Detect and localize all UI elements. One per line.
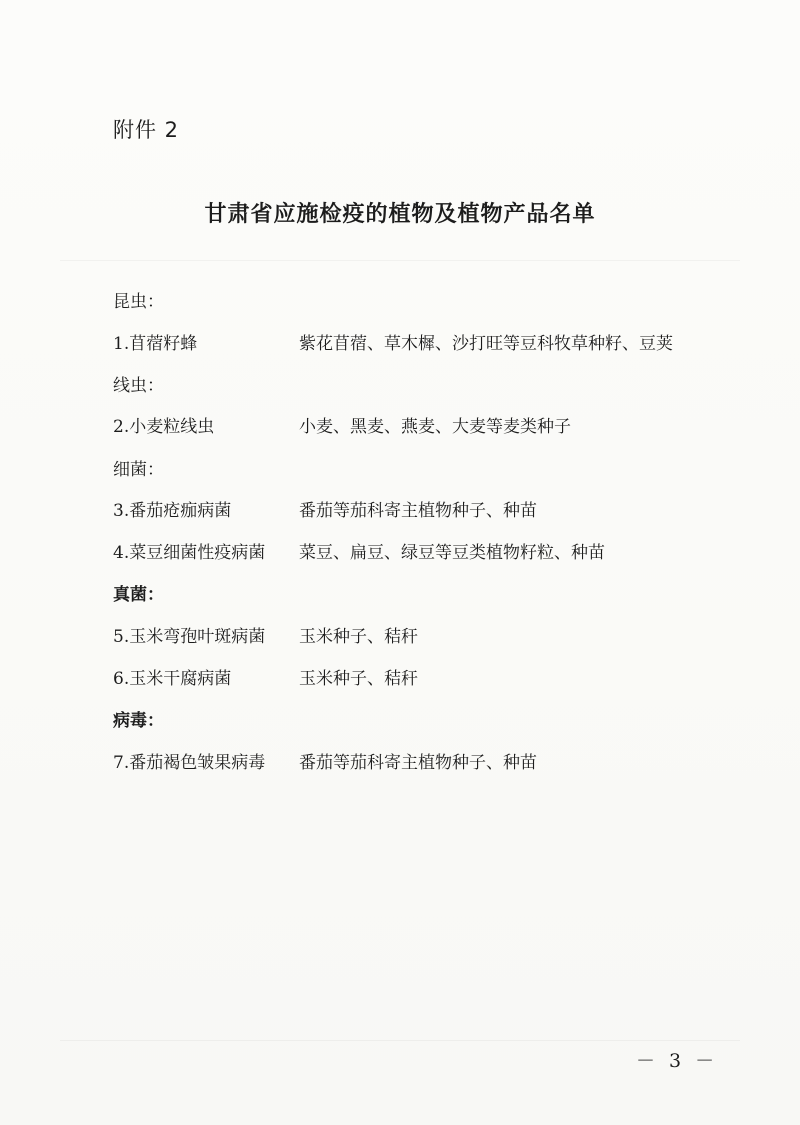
host-description: 番茄等茄科寄主植物种子、种苗	[299, 501, 537, 521]
host-description: 小麦、黑麦、燕麦、大麦等麦类种子	[299, 417, 571, 437]
list-item	[113, 664, 418, 689]
scan-artifact-line	[60, 260, 740, 261]
list-item	[113, 748, 537, 773]
pest-name: 6.玉米干腐病菌	[113, 669, 232, 689]
section-heading-fungi: 真菌：	[113, 585, 164, 605]
list-item	[113, 329, 673, 354]
section-heading-nematodes: 线虫：	[113, 376, 164, 396]
document-title: 甘肃省应施检疫的植物及植物产品名单	[204, 202, 596, 227]
list-item	[113, 496, 537, 521]
pest-name: 1.苜蓿籽蜂	[113, 334, 198, 354]
page-number: － 3 －	[636, 1050, 719, 1072]
host-description: 菜豆、扁豆、绿豆等豆类植物籽粒、种苗	[299, 543, 605, 563]
pest-name: 3.番茄疮痂病菌	[113, 501, 232, 521]
host-description: 紫花苜蓿、草木樨、沙打旺等豆科牧草种籽、豆荚	[299, 334, 673, 354]
section-heading-insects: 昆虫：	[113, 292, 164, 312]
pest-name: 7.番茄褐色皱果病毒	[113, 753, 266, 773]
list-item	[113, 412, 571, 437]
pest-name: 5.玉米弯孢叶斑病菌	[113, 627, 266, 647]
host-description: 玉米种子、秸秆	[299, 669, 418, 689]
list-item	[113, 622, 418, 647]
pest-name: 4.菜豆细菌性疫病菌	[113, 543, 266, 563]
list-item	[113, 538, 605, 563]
scan-artifact-line	[60, 1040, 740, 1041]
section-heading-bacteria: 细菌：	[113, 460, 164, 480]
attachment-label: 附件 2	[113, 118, 180, 142]
host-description: 番茄等茄科寄主植物种子、种苗	[299, 753, 537, 773]
pest-name: 2.小麦粒线虫	[113, 417, 215, 437]
section-heading-viruses: 病毒：	[113, 711, 164, 731]
host-description: 玉米种子、秸秆	[299, 627, 418, 647]
